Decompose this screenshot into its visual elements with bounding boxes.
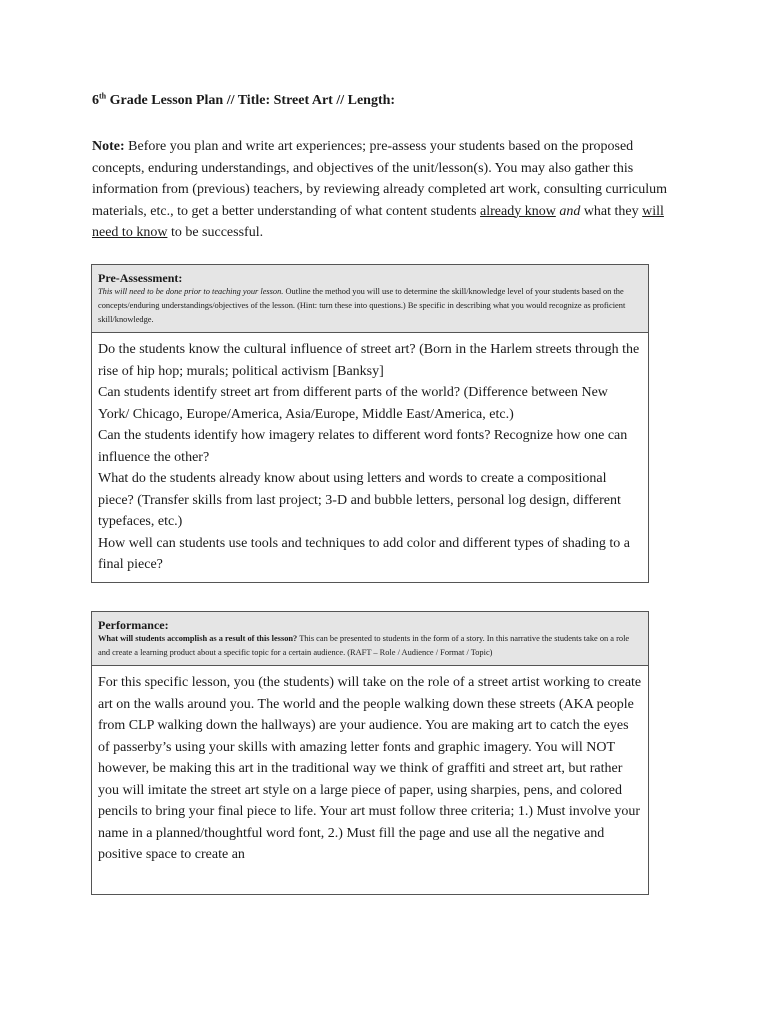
- pre-assessment-box: [91, 264, 649, 583]
- note-underline-already-know: already know: [480, 203, 556, 219]
- pre-assessment-question: Can students identify street art from different parts of the world? (Difference between New York/ Chicago, Europe/America, Asia/Europe, Middle East/America, etc.): [98, 385, 608, 422]
- pre-assessment-question: Can the students identify how imagery relates to different word fonts? Recognize how one can influence the other?: [98, 428, 628, 465]
- note-underline-need-to-know: will need to know: [92, 203, 664, 240]
- pre-assessment-question: Do the students know the cultural influence of street art? (Born in the Harlem streets through the rise of hip hop; murals; political activism [Banksy]: [98, 342, 640, 379]
- performance-header: [92, 612, 648, 666]
- performance-instructions: [98, 632, 642, 660]
- pre-assessment-header: [92, 265, 648, 333]
- pre-assessment-instructions-italic: This will need to be done prior to teaching your lesson.: [98, 287, 284, 296]
- note-paragraph: [92, 136, 682, 244]
- title-rest: Grade Lesson Plan // Title: Street Art // Length:: [106, 93, 396, 108]
- note-text-3: to be successful.: [167, 225, 264, 240]
- pre-assessment-instructions-rest: Outline the method you will use to determine the skill/knowledge level of your students based on the concepts/enduring understandings/objectives of the lesson. (Hint: turn these into questions.) Be specific in describing what you would recognize as proficient skill/knowledge.: [98, 287, 626, 324]
- note-text-1: Before you plan and write art experiences; pre-assess your students based on the proposed concepts, enduring understandings, and objectives of the unit/lesson(s). You may also gather this information from (previous) teachers, by reviewing already completed art work, consulting curriculum materials, etc., to get a better understanding of what content students: [92, 139, 667, 219]
- grade-number: 6: [92, 93, 99, 108]
- pre-assessment-question: What do the students already know about using letters and words to create a compositional piece? (Transfer skills from last project; 3-D and bubble letters, personal log design, different typefaces, etc.): [98, 471, 621, 529]
- pre-assessment-body: [92, 333, 648, 582]
- grade-suffix: th: [99, 91, 107, 101]
- performance-box: [91, 611, 649, 895]
- performance-instructions-rest: This can be presented to students in the form of a story. In this narrative the students take on a role and create a learning product about a specific topic for a certain audience. (RAFT – Role / Audience / Format / Topic): [98, 634, 630, 657]
- pre-assessment-question: How well can students use tools and techniques to add color and different types of shading to a final piece?: [98, 535, 631, 572]
- note-text-2: what they: [580, 203, 643, 219]
- note-and: and: [559, 203, 581, 219]
- performance-body: [92, 666, 648, 872]
- pre-assessment-heading: Pre-Assessment:: [98, 271, 183, 285]
- performance-instructions-bold: What will students accomplish as a result of this lesson?: [98, 634, 298, 643]
- note-label: Note:: [92, 139, 125, 154]
- performance-text: For this specific lesson, you (the students) will take on the role of a street artist working to create art on the walls around you. The world and the people walking down these streets (AKA people from CLP walking down the hallways) are your audience. You are making art to catch the eyes of passerby’s using your skills with amazing letter fonts and graphic imagery. You will NOT however, be making this art in the traditional way we think of graffiti and street art, but rather you will imitate the street art style on a large piece of paper, using sharpies, pens, and colored pencils to bring your final piece to life. Your art must follow three criteria; 1.) Must involve your name in a planned/thoughtful word font, 2.) Must fill the page and use all the negative and positive space to create an: [98, 675, 642, 862]
- performance-heading: Performance:: [98, 618, 169, 632]
- pre-assessment-instructions: [98, 285, 642, 327]
- lesson-plan-title: [92, 93, 395, 109]
